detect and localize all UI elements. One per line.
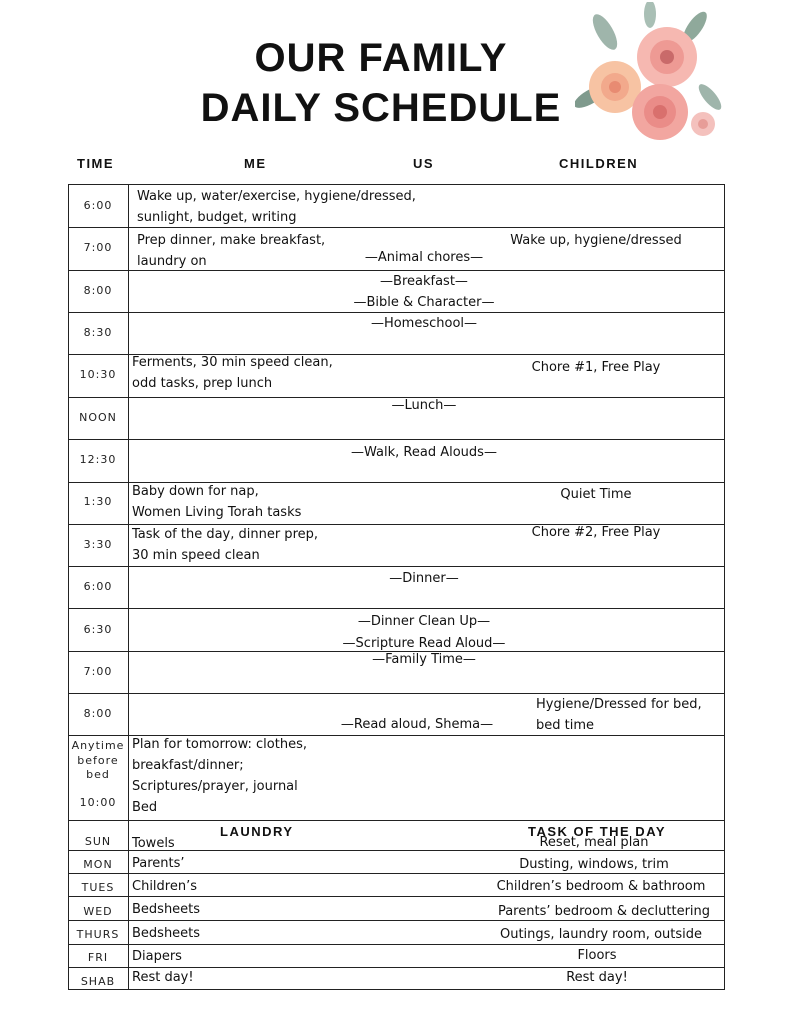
- children-text: Chore #2, Free Play: [531, 525, 661, 540]
- us-text: —Walk, Read Alouds—: [351, 445, 497, 460]
- us-text: —Breakfast—: [380, 274, 468, 289]
- header-me: ME: [244, 156, 267, 171]
- time-label: 10:30: [79, 368, 117, 381]
- children-text: Chore #1, Free Play: [531, 360, 661, 375]
- laundry-text: Children’s: [132, 879, 197, 894]
- children-text: Quiet Time: [560, 487, 632, 502]
- children-text: bed time: [536, 718, 595, 733]
- me-text: laundry on: [137, 254, 207, 269]
- me-text: 30 min speed clean: [132, 548, 260, 563]
- row-divider: [68, 820, 725, 821]
- day-label: FRI: [87, 951, 109, 964]
- us-text: —Family Time—: [372, 652, 476, 667]
- time-label: 6:00: [83, 580, 113, 593]
- row-divider: [68, 608, 725, 609]
- laundry-text: Diapers: [132, 949, 182, 964]
- header-us: US: [413, 156, 435, 171]
- floral-decoration: [575, 2, 725, 157]
- laundry-text: Parents’: [132, 856, 185, 871]
- me-text: Bed: [132, 800, 158, 815]
- me-text: breakfast/dinner;: [132, 758, 244, 773]
- task-text: Reset, meal plan: [539, 835, 649, 850]
- time-column-divider: [128, 184, 129, 990]
- me-text: Baby down for nap,: [132, 484, 259, 499]
- laundry-text: Bedsheets: [132, 926, 201, 941]
- us-text: —Bible & Character—: [353, 295, 495, 310]
- time-label: 12:30: [79, 453, 117, 466]
- time-label: 1:30: [83, 495, 113, 508]
- laundry-text: Rest day!: [132, 970, 194, 985]
- row-divider: [68, 439, 725, 440]
- me-text: Ferments, 30 min speed clean,: [132, 355, 333, 370]
- day-label: TUES: [81, 881, 115, 894]
- us-text: —Dinner—: [389, 571, 459, 586]
- time-label: 8:00: [83, 707, 113, 720]
- title-line-1: OUR FAMILY: [254, 36, 508, 80]
- time-label: 10:00: [79, 796, 117, 809]
- time-label: 3:30: [83, 538, 113, 551]
- us-text: —Homeschool—: [370, 316, 478, 331]
- header-children: CHILDREN: [559, 156, 639, 171]
- me-text: odd tasks, prep lunch: [132, 376, 273, 391]
- us-text: —Read aloud, Shema—: [340, 717, 494, 732]
- us-text: —Lunch—: [391, 398, 457, 413]
- us-text: —Scripture Read Aloud—: [342, 636, 506, 651]
- time-label: 8:30: [83, 326, 113, 339]
- task-text: Outings, laundry room, outside: [499, 927, 702, 942]
- row-divider: [68, 944, 725, 945]
- task-text: Dusting, windows, trim: [519, 857, 669, 872]
- us-text: —Dinner Clean Up—: [357, 614, 491, 629]
- laundry-header: LAUNDRY: [220, 824, 294, 839]
- us-text: —Animal chores—: [364, 250, 484, 265]
- time-label: 7:00: [83, 665, 113, 678]
- me-text: Women Living Torah tasks: [132, 505, 302, 520]
- time-label: 8:00: [83, 284, 113, 297]
- day-label: SHAB: [80, 975, 116, 988]
- me-text: Plan for tomorrow: clothes,: [132, 737, 307, 752]
- header-time: TIME: [77, 156, 115, 171]
- task-text: Rest day!: [566, 970, 628, 985]
- me-text: Scriptures/prayer, journal: [132, 779, 298, 794]
- me-text: Task of the day, dinner prep,: [132, 527, 319, 542]
- task-text: Floors: [577, 948, 617, 963]
- me-text: Wake up, water/exercise, hygiene/dressed,: [137, 189, 416, 204]
- time-label: 6:30: [83, 623, 113, 636]
- time-label: Anytime before bed: [71, 739, 125, 781]
- row-divider: [68, 920, 725, 921]
- time-label: NOON: [79, 411, 117, 424]
- children-text: Wake up, hygiene/dressed: [510, 233, 682, 248]
- time-label: 6:00: [83, 199, 113, 212]
- laundry-text: Bedsheets: [132, 902, 201, 917]
- children-text: Hygiene/Dressed for bed,: [536, 697, 702, 712]
- day-label: MON: [83, 858, 113, 871]
- time-label: 7:00: [83, 241, 113, 254]
- laundry-text: Towels: [132, 836, 175, 851]
- day-label: SUN: [84, 835, 112, 848]
- day-label: THURS: [76, 928, 120, 941]
- me-text: Prep dinner, make breakfast,: [137, 233, 326, 248]
- row-divider: [68, 566, 725, 567]
- day-label: WED: [83, 905, 113, 918]
- title-line-2: DAILY SCHEDULE: [200, 86, 562, 130]
- task-text: Parents’ bedroom & decluttering: [497, 904, 711, 919]
- task-text: Children’s bedroom & bathroom: [496, 879, 706, 894]
- me-text: sunlight, budget, writing: [137, 210, 297, 225]
- row-divider: [68, 312, 725, 313]
- task-of-the-day-header: TASK OF THE DAY: [528, 824, 667, 839]
